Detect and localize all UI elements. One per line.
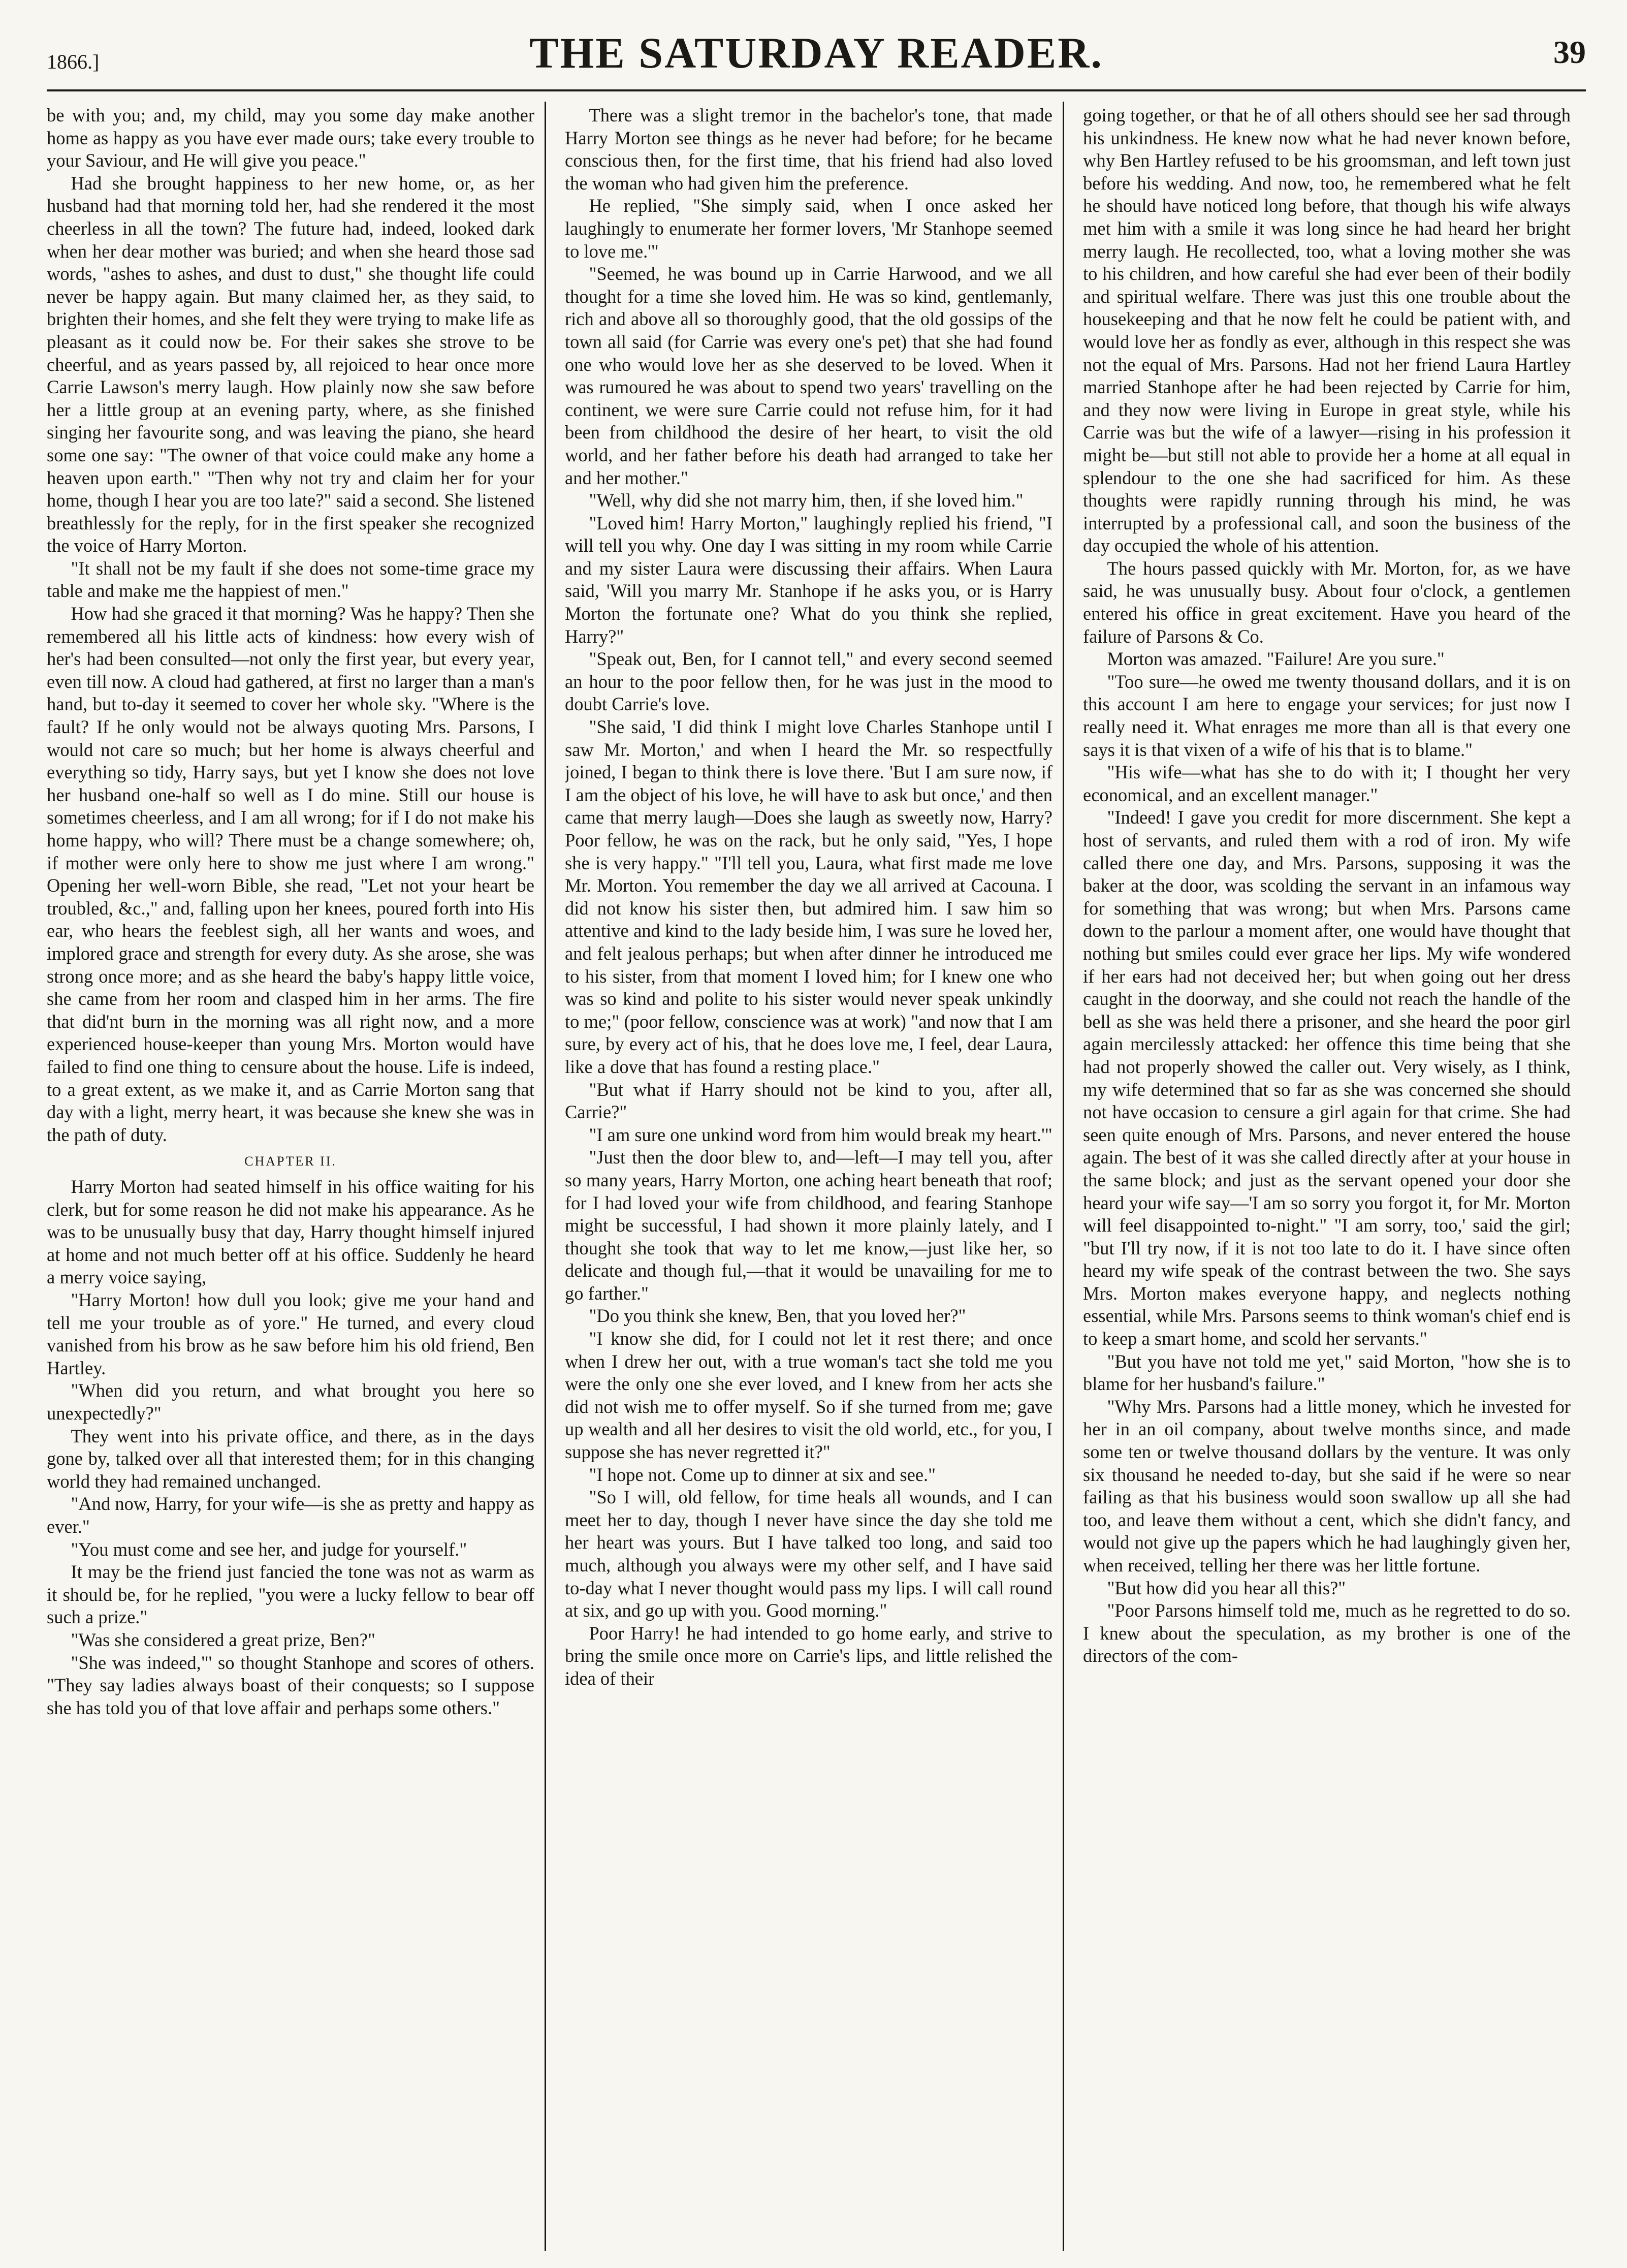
paragraph: "When did you return, and what brought you here so unexpectedly?": [47, 1380, 534, 1424]
paragraph: How had she graced it that morning? Was he happy? Then she remembered all his little acts of kindness: how every wish of her's had been consulted—not only the first year, but every year, even till now. A cloud had gathered, at first no larger than a man's hand, but to-day it seemed to cover her whole sky. "Where is the fault? If he only would not be always quoting Mrs. Parsons, I would not care so much; but her home is always cheerful and everything so tidy, Harry says, but yet I know she does not love her husband one-half so well as I do mine. Still our house is sometimes cheerless, and I am all wrong; for if I do not make his home happy, who will? There must be a change somewhere; oh, if mother were only here to show me just where I am wrong." Opening her well-worn Bible, she read, "Let not your heart be troubled, &c.," and, falling upon her knees, poured forth into His ear, who hears the feeblest sigh, all her wants and woes, and implored grace and strength for every duty. As she arose, she was strong once more; and as she heard the baby's happy little voice, she came from her room and clasped him in her arms. The fire that did'nt burn in the morning was all right now, and a more experienced house-keeper than young Mrs. Morton would have failed to find one thing to censure about the house. Life is indeed, to a great extent, as we make it, and as Carrie Morton sang that day with a light, merry heart, it was because she knew she was in the path of duty.: [47, 603, 534, 1145]
paragraph: Poor Harry! he had intended to go home early, and strive to bring the smile once more on Carrie's lips, and little relished the idea of their: [565, 1622, 1052, 1689]
paragraph: "She said, 'I did think I might love Charles Stanhope until I saw Mr. Morton,' and when I heard the Mr. so respectfully joined, I began to think there is love there. 'But I am sure now, if I am the object of his love, he will have to ask but once,' and then came that merry laugh—Does she laugh as sweetly now, Harry? Poor fellow, he was on the rack, but he only said, "Yes, I hope she is very happy." "I'll tell you, Laura, what first made me love Mr. Morton. You remember the day we all arrived at Cacouna. I did not know his sister then, but admired him. I saw him so attentive and kind to the lady beside him, I was sure he loved her, and felt jealous perhaps; but when after dinner he introduced me to his sister, from that moment I loved him; for I knew one who was so kind and polite to his sister would never speak unkindly to me;" (poor fellow, conscience was at work) "and now that I am sure, by every act of his, that he does love me, I feel, dear Laura, like a dove that has found a resting place.": [565, 716, 1052, 1077]
paragraph: "Do you think she knew, Ben, that you loved her?": [589, 1305, 966, 1327]
paragraph: "Just then the door blew to, and—left—I may tell you, after so many years, Harry Morton, one aching heart beneath that roof; for I had loved your wife from childhood, and fearing Stanhope might be successful, I had shown it more plainly lately, and I thought she took that way to let me know,—just like her, so delicate and though ful,—that it would be unavailing for me to go farther.": [565, 1147, 1052, 1304]
paragraph: "You must come and see her, and judge for yourself.": [71, 1538, 467, 1560]
paragraph: "But how did you hear all this?": [1107, 1577, 1346, 1598]
issue-year: 1866.]: [47, 50, 100, 73]
column-divider: [545, 102, 546, 2251]
paragraph: "Seemed, he was bound up in Carrie Harwood, and we all thought for a time she loved him. He was so kind, gentlemanly, rich and above all so thoroughly good, that the old gossips of the town all said (for Carrie was every one's pet) that she had found one who would love her as she deserved to be loved. When it was rumoured he was about to spend two years' travelling on the continent, we were sure Carrie could not refuse him, for it had been from childhood the desire of her heart, to visit the old world, and her father before his death had arranged to take her and her mother.": [565, 263, 1052, 488]
page-header: [47, 26, 1586, 87]
paragraph: "Poor Parsons himself told me, much as he regretted to do so. I knew about the speculation, as my brother is one of the directors of the com-: [1083, 1600, 1571, 1666]
paragraph: "His wife—what has she to do with it; I thought her very economical, and an excellent manager.": [1083, 762, 1571, 805]
paragraph: Harry Morton had seated himself in his office waiting for his clerk, but for some reason he did not make his appearance. As he was to be unusually busy that day, Harry thought himself injured at home and not much better off at his office. Suddenly he heard a merry voice saying,: [47, 1176, 534, 1288]
paragraph: "I am sure one unkind word from him would break my heart.'": [589, 1124, 1052, 1145]
paragraph: "But you have not told me yet," said Morton, "how she is to blame for her husband's failure.": [1083, 1350, 1571, 1395]
paragraph: The hours passed quickly with Mr. Morton, for, as we have said, he was unusually busy. About four o'clock, a gentlemen entered his office in great excitement. Have you heard of the failure of Parsons & Co.: [1083, 557, 1571, 647]
paragraph: "So I will, old fellow, for time heals all wounds, and I can meet her to day, though I never have since the day she told me her heart was yours. But I have talked too long, and said too much, although you always were my other self, and I have said to-day what I never thought would pass my lips. I will call round at six, and go up with you. Good morning.": [565, 1487, 1052, 1621]
paragraph: "Indeed! I gave you credit for more discernment. She kept a host of servants, and ruled them with a rod of iron. My wife called there one day, and Mrs. Parsons, supposing it was the baker at the door, was scolding the servant in an infamous way for something that was wrong; but when Mrs. Parsons came down to the parlour a moment after, one would have thought that nothing but smiles could ever grace her lips. My wife wondered if her ears had not deceived her; but when going out her dress caught in the doorway, and she could not reach the handle of the bell as she was held there a prisoner, and she heard the poor girl again mercilessly attacked: her offence this time being that she had not properly showed the caller out. Very wisely, as I think, my wife determined that so far as she was concerned she should not have occasion to censure a girl again for that crime. She had seen quite enough of Mrs. Parsons, and never entered the house again. The best of it was she called directly after at your house in the same block; and just as the servant opened your door she heard your wife say—'I am so sorry you forgot it, for Mr. Morton will feel disappointed to-night." "I am sorry, too,' said the girl; "but I'll try now, if it is not too late to do it. I have since often heard my wife speak of the contrast between the two. She says Mrs. Morton makes everyone happy, and neglects nothing essential, while Mrs. Parsons seems to think woman's chief end is to keep a smart home, and scold her servants.": [1083, 807, 1571, 1349]
paragraph: "But what if Harry should not be kind to you, after all, Carrie?": [565, 1079, 1052, 1123]
paragraph: It may be the friend just fancied the tone was not as warm as it should be, for he replied, "you were a lucky fellow to bear off such a prize.": [47, 1561, 534, 1628]
paragraph: "Too sure—he owed me twenty thousand dollars, and it is on this account I am here to engage your services; for just now I really need it. What enrages me more than all is that every one says it is that vixen of a wife of his that is to blame.": [1083, 671, 1571, 760]
paragraph: He replied, "She simply said, when I once asked her laughingly to enumerate her former lovers, 'Mr Stanhope seemed to love me.'": [565, 195, 1052, 262]
paragraph: "Why Mrs. Parsons had a little money, which he invested for her in an oil company, about twelve months since, and made some ten or twelve thousand dollars by the venture. It was only six thousand he needed to-day, but she said if he were so near failing as that his business would soon swallow up all she had too, and leave them without a cent, which she didn't fancy, and would not give up the papers which he had laughingly given her, when received, telling her there was her little fortune.: [1083, 1396, 1571, 1576]
paragraph: Had she brought happiness to her new home, or, as her husband had that morning told her, had she rendered it the most cheerless in all the town? The future had, indeed, looked dark when her dear mother was buried; and when she heard those sad words, "ashes to ashes, and dust to dust," she thought life could never be happy again. But many claimed her, as they said, to brighten their homes, and she felt they were trying to make life as pleasant as it could now be. For their sakes she strove to be cheerful, and as years passed by, all rejoiced to hear once more Carrie Lawson's merry laugh. How plainly now she saw before her a little group at an evening party, where, as she finished singing her favourite song, and was leaving the piano, she heard some one say: "The owner of that voice could make any home a heaven upon earth." "Then why not try and claim her for your home, though I hear you are too late?" said a second. She listened breathlessly for the reply, for in the first speaker she recognized the voice of Harry Morton.: [47, 172, 534, 556]
publication-title: THE SATURDAY READER.: [529, 28, 1103, 77]
column-2: [565, 104, 1052, 2248]
page-number: 39: [1553, 34, 1586, 70]
paragraph: "Loved him! Harry Morton," laughingly replied his friend, "I will tell you why. One day I was sitting in my room while Carrie and my sister Laura were discussing their affairs. When Laura said, 'Will you marry Mr. Stanhope if he asks you, or is Harry Morton the fortunate one? What do you think she replied, Harry?": [565, 512, 1052, 647]
paragraph: There was a slight tremor in the bachelor's tone, that made Harry Morton see things as he never had before; for he became conscious then, for the first time, that his friend had also loved the woman who had given him the preference.: [565, 105, 1052, 194]
paragraph: "I hope not. Come up to dinner at six and see.": [589, 1464, 936, 1485]
paragraph: "Well, why did she not marry him, then, if she loved him.": [589, 490, 1024, 511]
column-1: [47, 104, 534, 2248]
paragraph: They went into his private office, and there, as in the days gone by, talked over all that interested them; for in this changing world they had remained unchanged.: [47, 1425, 534, 1492]
paragraph: "Harry Morton! how dull you look; give me your hand and tell me your trouble as of yore." He turned, and every cloud vanished from his brow as he saw before him his old friend, Ben Hartley.: [47, 1289, 534, 1378]
header-rule: [47, 89, 1586, 91]
paragraph: "She was indeed,"' so thought Stanhope and scores of others. "They say ladies always boast of their conquests; so I suppose she has told you of that love affair and perhaps some others.": [47, 1652, 534, 1718]
paragraph: "And now, Harry, for your wife—is she as pretty and happy as ever.": [47, 1493, 534, 1537]
paragraph: "It shall not be my fault if she does not some-time grace my table and make me the happiest of men.": [47, 557, 534, 602]
paragraph: be with you; and, my child, may you some day make another home as happy as you have ever made ours; take every trouble to your Saviour, and He will give you peace.": [47, 105, 534, 171]
paragraph: "I know she did, for I could not let it rest there; and once when I drew her out, with a true woman's tact she told me you were the only one she ever loved, and I knew from her acts she did not wish me to offer myself. So if she turned from me; gave up wealth and all her desires to visit the old world, etc., for you, I suppose she has never regretted it?": [565, 1328, 1052, 1463]
chapter-heading: CHAPTER II.: [244, 1154, 337, 1169]
paragraph: Morton was amazed. "Failure! Are you sure.": [1107, 648, 1445, 670]
column-3: [1083, 104, 1571, 2248]
paragraph: going together, or that he of all others should see her sad through his unkindness. He knew now what he had never known before, why Ben Hartley refused to be his groomsman, and left town just before his wedding. And now, too, he remembered what he felt he should have noticed long before, that though his wife always met him with a smile it was long since he had heard her bright merry laugh. He recollected, too, what a loving mother she was to his children, and how careful she had ever been of their bodily and spiritual welfare. There was just this one trouble about the housekeeping and that he now felt he could be patient with, and would love her as fondly as ever, although in this respect she was not the equal of Mrs. Parsons. Had not her friend Laura Hartley married Stanhope after he had been rejected by Carrie for him, and they now were living in Europe in great style, while his Carrie was but the wife of a lawyer—rising in his profession it might be—but still not able to provide her a home at all equal in splendour to the one she had sacrificed for him. As these thoughts were rapidly running through his mind, he was interrupted by a professional call, and soon the business of the day occupied the whole of his attention.: [1083, 105, 1571, 556]
paragraph: "Was she considered a great prize, Ben?": [71, 1629, 375, 1650]
column-divider: [1063, 102, 1064, 2251]
paragraph: "Speak out, Ben, for I cannot tell," and every second seemed an hour to the poor fellow then, for he was just in the mood to doubt Carrie's love.: [565, 648, 1052, 715]
